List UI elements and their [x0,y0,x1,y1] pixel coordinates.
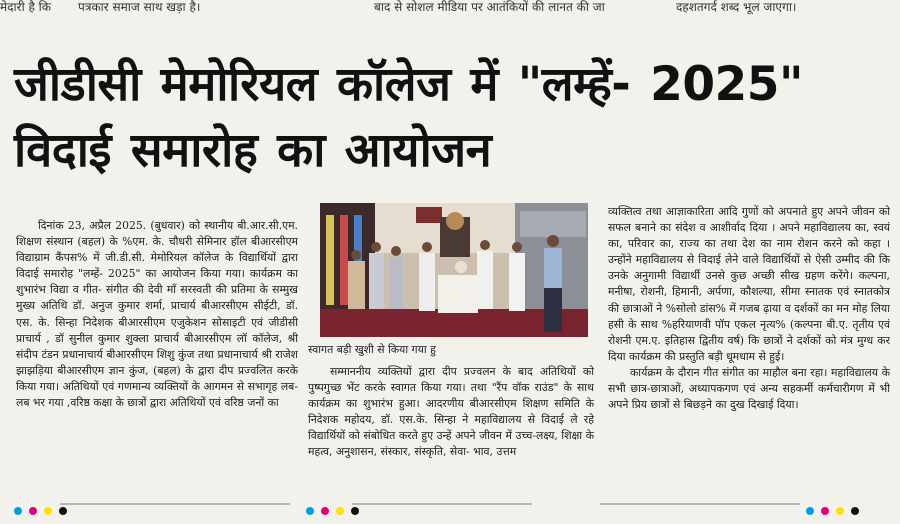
article-column-3 [608,204,890,472]
event-photo-illustration [320,203,588,337]
registration-dot [29,507,37,515]
top-strip-left-fragment: मेदारी है कि [0,0,51,14]
registration-dot [44,507,52,515]
registration-dot [59,507,67,515]
registration-marks-right [806,500,861,512]
top-strip-right-text: दहशतगर्द शब्द भूल जाएगा। [676,0,797,14]
registration-dot [14,507,22,515]
top-strip-middle-text: बाद से सोशल मीडिया पर आतंकियों की लानत की जा [374,0,605,14]
top-strip-left-text: पत्रकार समाज साथ खड़ा है। [78,0,201,14]
article-column-1 [16,218,298,470]
registration-marks-left [14,500,69,512]
registration-dot [806,507,814,515]
column2-paragraph: सम्माननीय व्यक्तियों द्वारा दीप प्रज्वलन के बाद अतिथियों को पुष्पगुच्छ भेंट करके स्वागत किया गया। तथा "रैंप वॉक राउंड" के साथ कार्यक्रम का शुभारंभ हुआ। आदरणीय बीआरसीएम शिक्षण समिति के निदेशक महोदय, डॉ. एस.के. सिन्हा ने महाविद्यालय से विदाई ले रहे विद्यार्थियों को संबोधित करते हुए उन्हें अपने जीवन में उच्च-लक्ष्य, शिक्षा के महत्व, अनुशासन, संस्कार, संस्कृति, सेवा- भाव, उत्तम [308,365,594,459]
article-column-2 [308,364,594,472]
registration-bar [60,503,290,505]
previous-article-strip [0,0,900,22]
registration-bar [600,503,800,505]
headline: जीडीसी मेमोरियल कॉलेज में "लम्हें- 2025" विदाई समारोह का आयोजन [14,57,803,178]
registration-dot [821,507,829,515]
photo-caption-line: स्वागत बड़ी खुशी से किया गया हु [308,343,436,356]
registration-bar [352,503,532,505]
event-photo [320,203,588,337]
registration-marks-middle [306,500,361,512]
registration-dot [321,507,329,515]
column1-paragraph: दिनांक 23, अप्रैल 2025. (बुधवार) को स्थानीय बी.आर.सी.एम. शिक्षण संस्थान (बहल) के %एम. के. चौधरी सेमिनार हॉल बीआरसीएम विद्याग्राम कैंपस% में जी.डी.सी. मेमोरियल कॉलेज के विद्यार्थियों द्वारा विदाई समारोह "लम्हें- 2025" का आयोजन किया गया। कार्यक्रम का शुभारंभ विद्या व गीत- संगीत की देवी माँ सरस्वती की प्रतिमा के सम्मुख मुख्य अतिथि डॉ. अनुज कुमार शर्मा, प्राचार्य बीआरसीएम सीईटी, डॉ. एस. के. सिन्हा निदेशक बीआरसीएम एजुकेशन सोसाइटी एवं जीडीसी प्राचार्य , डॉ सुनील कुमार शुक्ला प्राचार्य बीआरसीएम लॉ कॉलेज, श्री संदीप टंडन प्रधानाचार्य बीआरसीएम शिशु कुंज तथा प्रधानाचार्य श्री राजेश झाझड़िया बीआरसीएम ज्ञान कुंज, (बहल) के द्वारा दीप प्रज्वलित करके किया गया। अतिथियों एवं गणमान्य व्यक्तियों के आगमन से सभागृह लब-लब भर गया ,वरिष्ठ कक्षा के छात्रों द्वारा अतिथियों एवं वरिष्ठ जनों का [16,219,298,410]
column3-paragraph: व्यक्तित्व तथा आज्ञाकारिता आदि गुणों को अपनाते हुए अपने जीवन को सफल बनाने का संदेश व आशीर्वाद दिया । अपने महाविद्यालय का, स्वयं का, परिवार का, राज्य का तथा देश का नाम रोशन करने को कहा । उन्होंने महाविद्यालय से विदाई लेने वाले विद्यार्थियों से ऐसी उम्मीद की कि उनके अनुगामी विद्यार्थी उनसे कुछ अच्छी सीख ग्रहण करेंगे। कल्पना, मनीषा, रोशनी, हिमानी, अर्पणा, कौशल्या, सीमा स्नातक एवं स्नातकोत्र की छात्राओं ने %सोलो डांस% में गजब ढ़ाया व दर्शकों का मन मोह लिया हसी के साथ %हरियाणवी पॉप एकल नृत्य% (कल्पना बी.ए. तृतीय एवं रोशनी एम.ए. इतिहास द्वितीय वर्ष) कि छात्रों ने दर्शकों को मंत्र मुग्ध कर दिया कार्यक्रम की प्रस्तुति बड़ी धूमधाम से हुई। [608,205,890,363]
registration-dot [336,507,344,515]
registration-dot [351,507,359,515]
registration-dot [851,507,859,515]
column3-paragraph: कार्यक्रम के दौरान गीत संगीत का माहौल बना रहा। महाविद्यालय के सभी छात्र-छात्राओं, अध्यापकगण एवं अन्य सहकर्मी कर्मचारीगण में भी अपने प्रिय छात्रों से बिछड़ने का दुख दिखाई दिया। [608,365,890,412]
registration-dot [836,507,844,515]
registration-dot [306,507,314,515]
